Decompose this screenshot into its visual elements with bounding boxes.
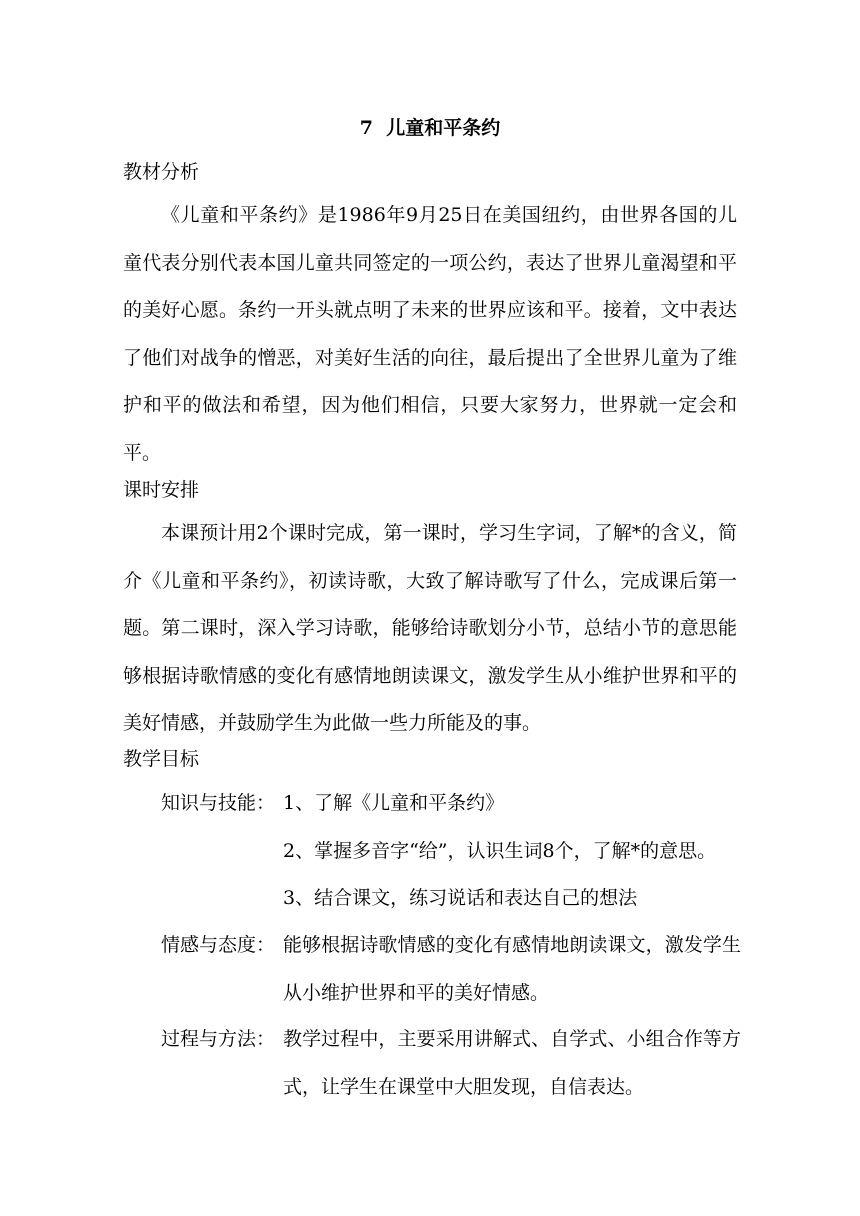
objective-knowledge-item: 2、掌握多音字“给”，认识生词8个，了解*的意思。 [283,839,717,862]
objective-process-text: 教学过程中，主要采用讲解式、自学式、小组合作等方式，让学生在课堂中大胆发现，自信表达。 [283,1028,741,1098]
objective-emotion-text: 能够根据诗歌情感的变化有感情地朗读课文，激发学生从小维护世界和平的美好情感。 [283,934,741,1004]
objective-emotion-label: 情感与态度： [161,934,276,956]
analysis-paragraph: 《儿童和平条约》是1986年9月25日在美国纽约，由世界各国的儿童代表分别代表本国儿童共同签定的一项公约，表达了世界儿童渴望和平的美好心愿。条约一开头就点明了未来的世界应该和平。接着，文中表达了他们对战争的憎恶，对美好生活的向往，最后提出了全世界儿童为了维护和平的做法和希望，因为他们相信，只要大家努力，世界就一定会和平。 [123,204,737,464]
objective-knowledge [161,780,741,923]
objective-emotion [161,922,741,1017]
objective-knowledge-item: 3、结合课文，练习说话和表达自己的想法 [283,887,638,909]
objective-knowledge-items [283,780,741,923]
schedule-paragraph: 本课预计用2个课时完成，第一课时，学习生字词，了解*的含义，简介《儿童和平条约》，初读诗歌，大致了解诗歌写了什么，完成课后第一题。第二课时，深入学习诗歌，能够给诗歌划分小节，总结小节的意思能够根据诗歌情感的变化有感情地朗读课文，激发学生从小维护世界和平的美好情感，并鼓励学生为此做一些力所能及的事。 [123,522,737,734]
page-title: 7 儿童和平条约 [359,117,501,139]
objective-process-label: 过程与方法： [161,1028,276,1050]
objective-process [161,1016,741,1111]
heading-analysis: 教材分析 [123,161,200,183]
heading-objectives: 教学目标 [123,748,200,770]
objective-knowledge-item: 1、了解《儿童和平条约》 [283,792,505,814]
objective-knowledge-label: 知识与技能： [161,792,276,814]
heading-schedule: 课时安排 [123,479,200,501]
